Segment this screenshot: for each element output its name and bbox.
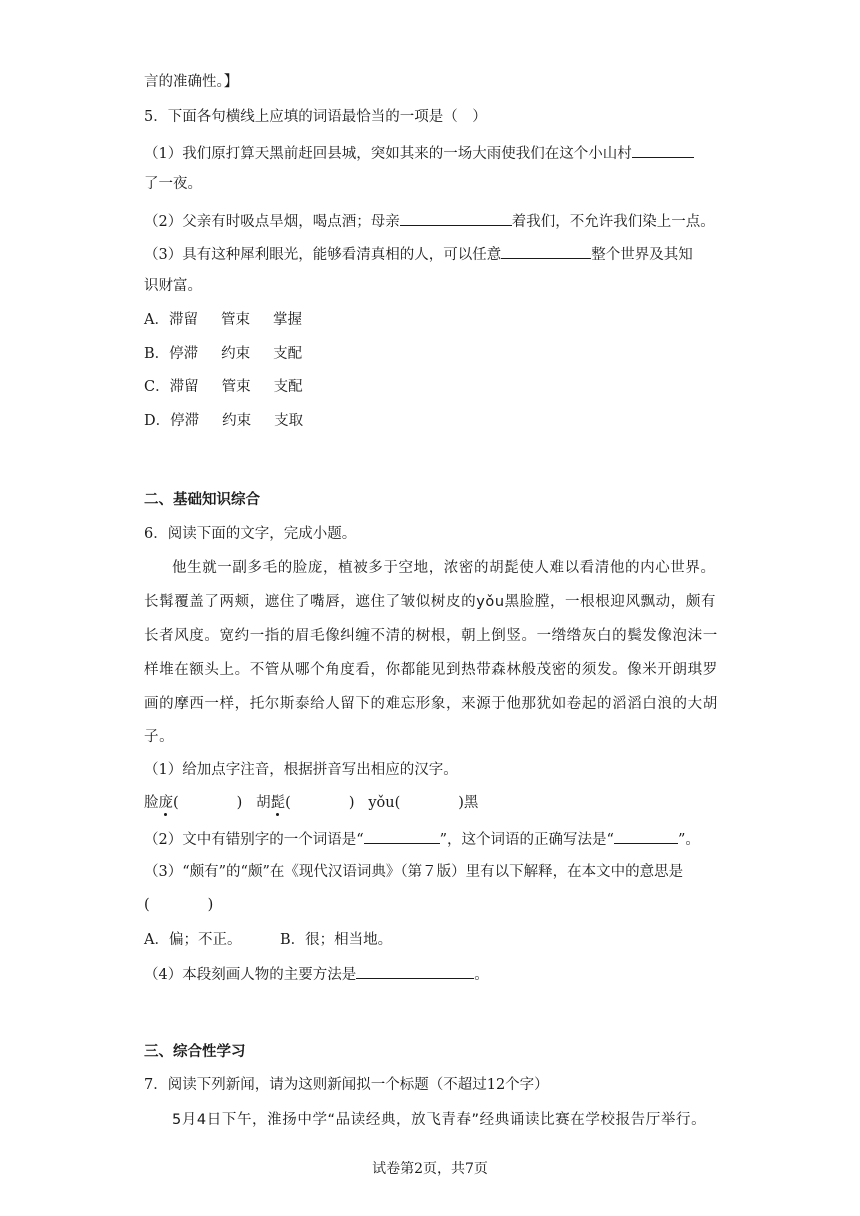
dotted-char: 庞 (158, 795, 173, 811)
q6-option-b[interactable]: B．很；相当地。 (280, 932, 393, 948)
q5-sentence-3-cont: 识财富。 (144, 278, 202, 294)
q5-option-d[interactable]: D．停滞 约束 支取 (144, 413, 304, 429)
passage-line: 画的摩西一样，托尔斯泰给人留下的难忘形象，来源于他那犹如卷起的滔滔白浪的大胡 (144, 696, 718, 712)
q5-option-a[interactable]: A．滞留 管束 掌握 (144, 312, 302, 328)
q6-sub3: （3）“颇有”的“颇”在《现代汉语词典》（第７版）里有以下解释，在本文中的意思是 (144, 864, 684, 880)
q5-sentence-2: （2）父亲有时吸点旱烟，喝点酒；母亲 着我们，不允许我们染上一点。 (144, 210, 715, 232)
section-3-title: 三、综合性学习 (144, 1044, 246, 1060)
q6-pinyin-row: 脸庞( ) 胡髭( ) yǒu( )黑 (144, 795, 479, 811)
q6-option-a[interactable]: A．偏；不正。 (144, 932, 242, 948)
q5-sentence-1: （1）我们原打算天黑前赶回县城，突如其来的一场大雨使我们在这个小山村 (144, 142, 694, 164)
q7-news-line: 5月4日下午，淮扬中学“品读经典，放飞青春”经典诵读比赛在学校报告厅举行。 (172, 1112, 707, 1128)
previous-answer-tail: 言的准确性。】 (144, 74, 239, 90)
q7-stem: 7．阅读下列新闻，请为这则新闻拟一个标题（不超过12个字） (144, 1077, 549, 1093)
q5-sentence-1-cont: 了一夜。 (144, 176, 202, 192)
fill-blank[interactable] (614, 828, 678, 844)
passage-line: 他生就一副多毛的脸庞，植被多于空地，浓密的胡髭使人难以看清他的内心世界。 (172, 560, 716, 576)
q6-sub3-options (144, 930, 392, 950)
q6-stem: 6．阅读下面的文字，完成小题。 (144, 526, 357, 542)
fill-blank[interactable] (364, 828, 440, 844)
passage-line: 子。 (144, 729, 175, 745)
answer-paren[interactable]: ( ) (285, 795, 355, 811)
fill-blank[interactable] (356, 963, 474, 979)
passage-line: 样堆在额头上。不管从哪个角度看，你都能见到热带森林般茂密的须发。像米开朗琪罗 (144, 662, 718, 678)
q6-sub2: （2）文中有错别字的一个词语是“ ”，这个词语的正确写法是“ ”。 (144, 828, 700, 850)
q5-stem: 5．下面各句横线上应填的词语最恰当的一项是（ ） (144, 109, 487, 125)
q5-option-c[interactable]: C．滞留 管束 支配 (144, 379, 303, 395)
passage-line: 长髯覆盖了两颊，遮住了嘴唇，遮住了皱似树皮的yǒu黑脸膛，一根根迎风飘动，颇有 (144, 594, 717, 610)
fill-blank[interactable] (632, 142, 694, 158)
answer-paren[interactable]: ( ) (173, 795, 243, 811)
answer-paren[interactable]: yǒu( )黑 (368, 795, 479, 811)
page-footer: 试卷第2页，共7页 (372, 1161, 488, 1177)
q6-sub1: （1）给加点字注音，根据拼音写出相应的汉字。 (144, 762, 458, 778)
q5-sentence-3: （3）具有这种犀利眼光，能够看清真相的人，可以任意 整个世界及其知 (144, 243, 693, 265)
q5-option-b[interactable]: B．停滞 约束 支配 (144, 346, 303, 362)
q6-sub3-paren[interactable]: ( ) (144, 897, 214, 913)
fill-blank[interactable] (501, 243, 591, 259)
passage-line: 长者风度。宽约一指的眉毛像纠缠不清的树根，朝上倒竖。一绺绺灰白的鬓发像泡沫一 (144, 628, 718, 644)
dotted-char: 髭 (270, 795, 286, 811)
q6-sub4: （4）本段刻画人物的主要方法是 。 (144, 963, 489, 985)
section-2-title: 二、基础知识综合 (144, 492, 260, 508)
fill-blank[interactable] (400, 210, 512, 226)
